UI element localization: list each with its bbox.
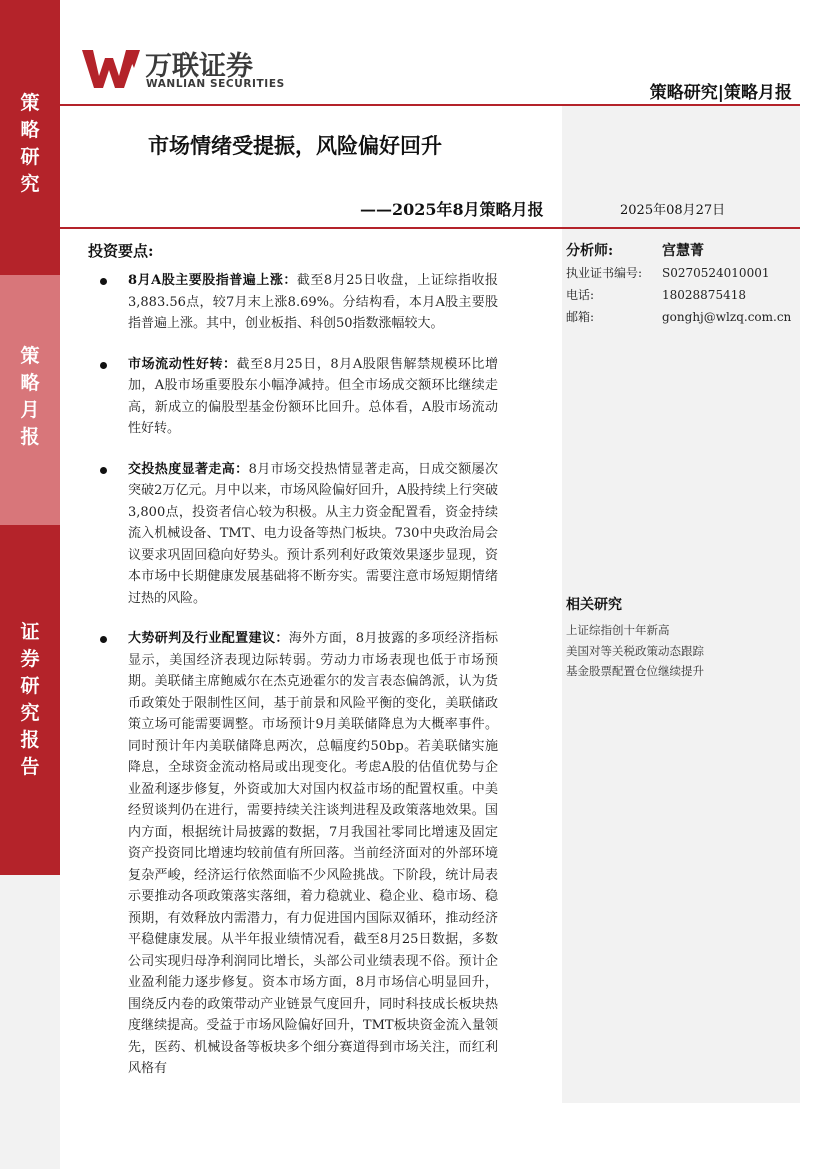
title-divider <box>60 227 800 229</box>
email-address: gonghj@wlzq.com.cn <box>662 310 792 324</box>
sidebar-block-strategy-monthly <box>0 275 60 525</box>
bullet-dot-icon <box>100 362 107 369</box>
related-research-heading: 相关研究 <box>566 597 622 613</box>
bullet-dot-icon <box>100 278 107 285</box>
highlight-text: 截至8月25日收盘，上证综指收报3,883.56点，较7月末上涨8.69%。分结构看，本月A股主要股指普遍上涨。其中，创业板指、科创50指数涨幅较大。 <box>128 273 498 331</box>
analyst-cert-row <box>566 262 796 284</box>
bullet-dot-icon <box>100 467 107 474</box>
logo-chinese-name: 万联证券 <box>145 51 253 82</box>
analyst-email-row <box>566 306 796 328</box>
w-logo-icon <box>82 48 140 90</box>
investment-highlights-list <box>98 270 498 1099</box>
analyst-phone-row <box>566 284 796 306</box>
sidebar-block-strategy-research <box>0 0 60 275</box>
analyst-name: 宫慧菁 <box>662 243 704 259</box>
highlight-item-index-rise <box>98 270 498 335</box>
related-research-item[interactable]: 上证综指创十年新高 <box>566 623 670 637</box>
highlight-lead: 市场流动性好转： <box>128 356 237 372</box>
logo-english-name: WANLIAN SECURITIES <box>146 78 285 90</box>
report-category: 策略研究|策略月报 <box>649 83 792 103</box>
analyst-label: 分析师: <box>566 243 614 259</box>
related-research-item[interactable]: 基金股票配置仓位继续提升 <box>566 664 704 678</box>
highlight-item-outlook <box>98 628 498 1080</box>
analyst-info <box>566 240 796 328</box>
highlight-text: 截至8月25日，8月A股限售解禁规模环比增加，A股市场重要股东小幅净减持。但全市场成交额环比继续走高，新成立的偏股型基金份额环比回升。总体看，A股市场流动性好转。 <box>128 356 498 436</box>
highlight-item-trading-heat <box>98 459 498 610</box>
related-research-item[interactable]: 美国对等关税政策动态跟踪 <box>566 643 704 658</box>
highlight-lead: 大势研判及行业配置建议： <box>128 631 289 646</box>
sidebar-label-strategy-research: 策 略 研 究 <box>20 92 40 195</box>
highlight-text: 8月市场交投热情显著走高，日成交额屡次突破2万亿元。月中以来，市场风险偏好回升，A股持续上行突破3,800点，投资者信心较为积极。从主力资金配置看，资金持续流入机械设备、TMT、电力设备等热门板块。730中央政治局会议要求巩固回稳向好势头。预计系列利好政策效果逐步显现，资本市场中长期健康发展基础将不断夯实。需要注意市场短期情绪过热的风险。 <box>128 461 498 606</box>
related-research <box>566 594 796 682</box>
section-heading-investment-highlights: 投资要点: <box>88 242 154 260</box>
left-sidebar <box>0 0 60 1169</box>
cert-number: S0270524010001 <box>662 266 770 280</box>
report-title: 市场情绪受提振，风险偏好回升 <box>148 133 442 158</box>
sidebar-label-strategy-monthly: 策 略 月 报 <box>20 345 40 448</box>
report-date: 2025年08月27日 <box>620 203 726 218</box>
company-logo <box>82 48 312 94</box>
highlight-lead: 交投热度显著走高： <box>128 461 249 477</box>
email-label: 邮箱: <box>566 310 595 324</box>
bullet-dot-icon <box>100 636 107 643</box>
sidebar-block-securities-report <box>0 525 60 875</box>
sidebar-label-securities-report: 证 券 研 究 报 告 <box>20 621 40 778</box>
highlight-item-liquidity <box>98 354 498 440</box>
phone-label: 电话: <box>566 288 595 302</box>
analyst-name-row <box>566 240 796 262</box>
highlight-text: 海外方面，8月披露的多项经济指标显示，美国经济表现边际转弱。劳动力市场表现也低于市场预期。美联储主席鲍威尔在杰克逊霍尔的发言表态偏鸽派，认为货币政策处于限制性区间，基于前景和风险平衡的变化，美联储政策立场可能需要调整。市场预计9月美联储降息为大概率事件。同时预计年内美联储降息两次，总幅度约50bp。若美联储实施降息，全球资金流动格局或出现变化。考虑A股的估值优势与企业盈利逐步修复，外资或加大对国内权益市场的配置权重。中美经贸谈判仍在进行，需要持续关注谈判进程及政策落地效果。国内方面，根据统计局披露的数据，7月我国社零同比增速及固定资产投资同比增速均较前值有所回落。当前经济面对的外部环境复杂严峻，经济运行依然面临不少风险挑战。下阶段，统计局表示要推动各项政策落实落细，着力稳就业、稳企业、稳市场、稳预期，有效释放内需潜力，有力促进国内国际双循环，推动经济平稳健康发展。从半年报业绩情况看，截至8月25日数据，多数公司实现归母净利润同比增长，头部公司业绩表现不俗。预计企业盈利能力逐步修复。资本市场方面，8月市场信心明显回升，围绕反内卷的政策带动产业链景气度回升，同时科技成长板块热度继续提高。受益于市场风险偏好回升，TMT板块资金流入量领先，医药、机械设备等板块多个细分赛道得到市场关注，而红利风格有 <box>128 631 498 1076</box>
report-subtitle: ——2025年8月策略月报 <box>360 200 544 219</box>
highlight-lead: 8月A股主要股指普遍上涨： <box>128 273 297 288</box>
cert-label: 执业证书编号: <box>566 266 643 280</box>
phone-number: 18028875418 <box>662 288 746 302</box>
